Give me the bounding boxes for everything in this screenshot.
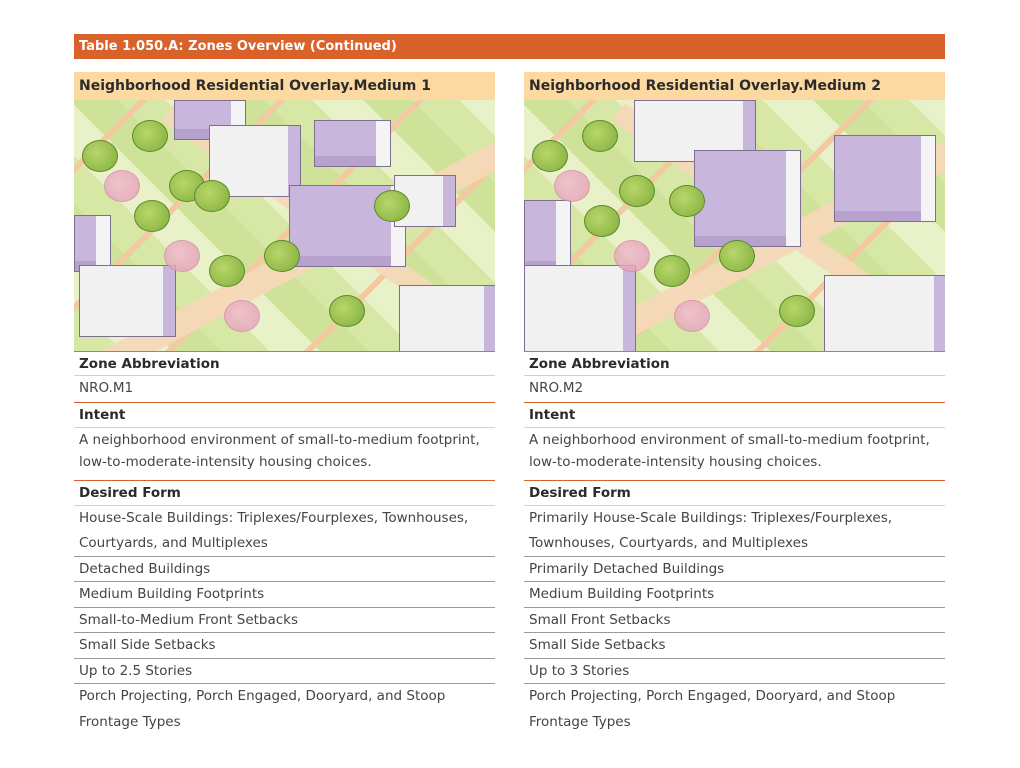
zone-title: Neighborhood Residential Overlay.Medium 1 xyxy=(74,72,495,100)
intent-text: A neighborhood environment of small-to-medium footprint, low-to-moderate-intensity housing choices. xyxy=(79,431,480,470)
desired-form-item: Primarily House-Scale Buildings: Triplexes/Fourplexes, Townhouses, Courtyards, and Multiplexes xyxy=(524,506,945,557)
zone-column-nro-m2 xyxy=(524,72,945,735)
desired-form-item: Up to 2.5 Stories xyxy=(74,659,495,685)
zone-abbreviation-value: NRO.M2 xyxy=(529,380,584,396)
intent-label: Intent xyxy=(74,402,495,428)
zone-abbreviation-label: Zone Abbreviation xyxy=(524,351,945,376)
desired-form-item: Porch Projecting, Porch Engaged, Dooryard, and Stoop Frontage Types xyxy=(529,688,896,730)
desired-form-item: Small Side Setbacks xyxy=(74,633,495,659)
desired-form-item: Detached Buildings xyxy=(74,557,495,583)
desired-form-label: Desired Form xyxy=(524,480,945,506)
desired-form-item: House-Scale Buildings: Triplexes/Fourplexes, Townhouses, Courtyards, and Multiplexes xyxy=(74,506,495,557)
zone-title: Neighborhood Residential Overlay.Medium 2 xyxy=(524,72,945,100)
intent-label: Intent xyxy=(524,402,945,428)
desired-form-item: Primarily Detached Buildings xyxy=(524,557,945,583)
desired-form-item: Small-to-Medium Front Setbacks xyxy=(74,608,495,634)
desired-form-item: Up to 3 Stories xyxy=(524,659,945,685)
desired-form-label: Desired Form xyxy=(74,480,495,506)
desired-form-item: Small Front Setbacks xyxy=(524,608,945,634)
zone-abbreviation-label: Zone Abbreviation xyxy=(74,351,495,376)
intent-text: A neighborhood environment of small-to-medium footprint, low-to-moderate-intensity housing choices. xyxy=(529,431,930,470)
desired-form-item: Porch Projecting, Porch Engaged, Dooryard, and Stoop Frontage Types xyxy=(79,688,446,730)
neighborhood-illustration xyxy=(74,100,495,351)
zone-column-nro-m1 xyxy=(74,72,495,735)
desired-form-item: Small Side Setbacks xyxy=(524,633,945,659)
table-title: Table 1.050.A: Zones Overview (Continued) xyxy=(74,34,945,59)
zone-abbreviation-value: NRO.M1 xyxy=(79,380,134,396)
neighborhood-illustration xyxy=(524,100,945,351)
desired-form-item: Medium Building Footprints xyxy=(74,582,495,608)
desired-form-item: Medium Building Footprints xyxy=(524,582,945,608)
